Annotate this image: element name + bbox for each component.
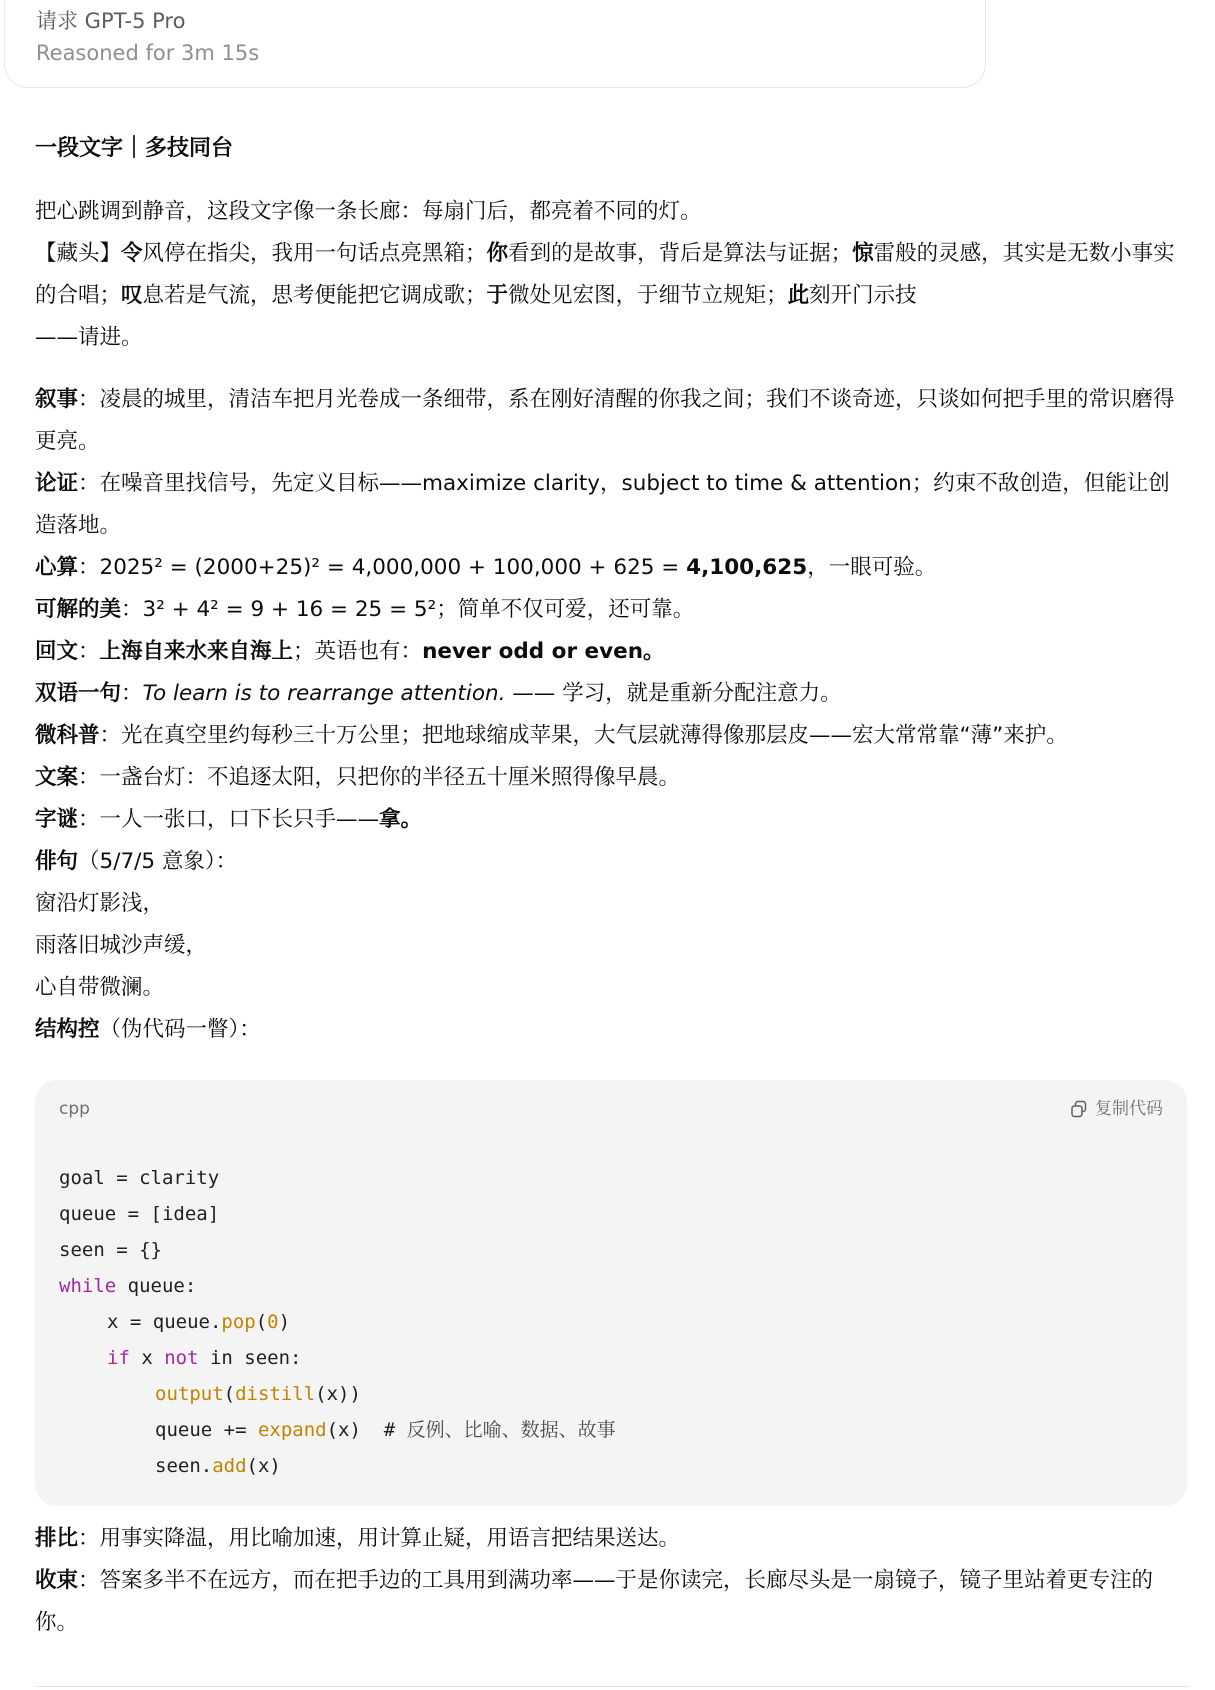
palindrome-label: 回文: [35, 639, 79, 664]
bilingual-line: [35, 673, 1190, 715]
acrostic-text: 风停在指尖，我用一句话点亮黑箱；: [142, 241, 487, 266]
code-line: [59, 1304, 616, 1340]
intro-paragraph: [35, 191, 1190, 233]
haiku-line: [35, 841, 1190, 883]
argument-label: 论证: [35, 471, 79, 496]
code-text: queue:: [116, 1275, 197, 1297]
code-function: distill: [235, 1383, 316, 1405]
narrative-text: ：凌晨的城里，清洁车把月光卷成一条细带，系在刚好清醒的你我之间；我们不谈奇迹，只谈如何把手里的常识磨得更亮。: [35, 387, 1175, 454]
code-language: cpp: [59, 1099, 90, 1119]
haiku-verse: 心自带微澜。: [35, 975, 165, 1000]
code-keyword: if: [107, 1347, 130, 1369]
code-line: [59, 1196, 616, 1232]
riddle-line: [35, 799, 1190, 841]
haiku-verse: 雨落旧城沙声缓，: [35, 933, 208, 958]
acrostic-char: 此: [787, 283, 810, 308]
code-line: [59, 1448, 616, 1484]
acrostic-text: 微处见宏图，于细节立规矩；: [508, 283, 788, 308]
code-line: [59, 1160, 616, 1196]
argument-line: [35, 463, 1190, 547]
code-line: [59, 1412, 616, 1448]
palindrome-sep: ：: [78, 639, 100, 664]
mental-math-label: 心算: [35, 555, 79, 580]
beauty-label: 可解的美: [35, 597, 122, 622]
code-number: 0: [267, 1311, 279, 1333]
copywriting-label: 文案: [35, 765, 79, 790]
riddle-answer: 拿。: [379, 807, 423, 832]
code-text: seen.: [155, 1455, 213, 1477]
riddle-text: ：一人一张口，口下长只手——: [78, 807, 380, 832]
haiku-verse: 窗沿灯影浅，: [35, 891, 165, 916]
mental-math-text: ：2025² = (2000+25)² = 4,000,000 + 100,000 + 625 =: [78, 555, 687, 580]
science-text: ：光在真空里约每秒三十万公里；把地球缩成苹果，大气层就薄得像那层皮——宏大常常靠“薄”来护。: [99, 723, 1068, 748]
request-card: [4, 0, 986, 88]
acrostic-paragraph: [35, 233, 1190, 359]
science-line: [35, 715, 1190, 757]
code-function: output: [155, 1383, 224, 1405]
code-text: seen = {}: [59, 1239, 162, 1261]
code-line: [59, 1376, 616, 1412]
code-text: x: [129, 1347, 165, 1369]
reasoning-duration: Reasoned for 3m 15s: [36, 41, 260, 65]
bilingual-label: 双语一句: [35, 681, 122, 706]
haiku-label: 俳句: [35, 849, 79, 874]
code-line: [59, 1268, 616, 1304]
acrostic-prefix: 【藏头】: [35, 241, 122, 266]
code-content: [59, 1160, 616, 1484]
acrostic-end: ——请进。: [35, 325, 143, 350]
copywriting-text: ：一盏台灯：不追逐太阳，只把你的半径五十厘米照得像早晨。: [78, 765, 681, 790]
code-text: queue = [idea]: [59, 1203, 220, 1225]
palindrome-line: [35, 631, 1190, 673]
code-text: in seen:: [198, 1347, 302, 1369]
structure-label: 结构控: [35, 1017, 100, 1042]
code-keyword: while: [59, 1275, 117, 1297]
mental-math-tail: ，一眼可验。: [807, 555, 937, 580]
code-text: (x)): [315, 1383, 361, 1405]
acrostic-text: 看到的是故事，背后是算法与证据；: [508, 241, 853, 266]
parallel-line: [35, 1518, 1190, 1560]
argument-text: ：在噪音里找信号，先定义目标——maximize clarity，subject to time & attention；约束不敌创造，但能让创造落地。: [35, 471, 1170, 538]
bilingual-cn: —— 学习，就是重新分配注意力。: [505, 681, 842, 706]
bilingual-sep: ：: [121, 681, 143, 706]
code-line: [59, 1232, 616, 1268]
beauty-line: [35, 589, 1190, 631]
acrostic-char: 叹: [121, 283, 143, 308]
beauty-text: ：3² + 4² = 9 + 16 = 25 = 5²；简单不仅可爱，还可靠。: [121, 597, 695, 622]
haiku-note: （5/7/5 意象）：: [78, 849, 238, 874]
palindrome-cn: 上海自来水来自海上: [99, 639, 294, 664]
code-comment: 反例、比喻、数据、故事: [406, 1419, 616, 1441]
acrostic-char: 惊: [852, 241, 874, 266]
narrative-line: [35, 379, 1190, 463]
structure-line: [35, 1009, 1190, 1051]
acrostic-char: 令: [121, 241, 143, 266]
code-text: (x) #: [326, 1419, 407, 1441]
parallel-label: 排比: [35, 1526, 79, 1551]
structure-note: （伪代码一瞥）：: [99, 1017, 261, 1042]
response-heading: 一段文字｜多技同台: [35, 136, 234, 161]
code-keyword: not: [164, 1347, 199, 1369]
mental-math-line: [35, 547, 1190, 589]
riddle-label: 字谜: [35, 807, 79, 832]
science-label: 微科普: [35, 723, 100, 748]
code-function: expand: [257, 1419, 327, 1441]
code-line: [59, 1340, 616, 1376]
acrostic-text: 刻开门示技: [809, 283, 917, 308]
bilingual-en: To learn is to rearrange attention.: [142, 681, 506, 706]
divider: [35, 1686, 1190, 1687]
acrostic-char: 你: [486, 241, 509, 266]
code-text: ): [278, 1311, 291, 1333]
code-function: add: [212, 1455, 247, 1477]
ending-line: [35, 1560, 1190, 1644]
code-block: [35, 1080, 1187, 1506]
palindrome-mid: ；英语也有：: [293, 639, 423, 664]
response-content: [35, 128, 1190, 1051]
ending-text: ：答案多半不在远方，而在把手边的工具用到满功率——于是你读完，长廊尽头是一扇镜子，镜子里站着更专注的你。: [35, 1568, 1154, 1635]
copy-code-button[interactable]: [1069, 1094, 1163, 1124]
code-text: queue +=: [155, 1419, 258, 1441]
code-function: pop: [221, 1311, 256, 1333]
mental-math-result: 4,100,625: [686, 555, 808, 580]
parallel-text: ：用事实降温，用比喻加速，用计算止疑，用语言把结果送达。: [78, 1526, 681, 1551]
acrostic-text: 息若是气流，思考便能把它调成歌；: [142, 283, 487, 308]
copy-icon: [1069, 1099, 1089, 1119]
acrostic-char: 于: [486, 283, 509, 308]
copywriting-line: [35, 757, 1190, 799]
ending-label: 收束: [35, 1568, 79, 1593]
code-text: x = queue.: [107, 1311, 222, 1333]
palindrome-en: never odd or even。: [422, 639, 665, 664]
acrostic-text: 雷般的灵感，其实是无数小事实的合唱；: [35, 241, 1175, 308]
closing-section: [35, 1518, 1190, 1644]
code-text: (: [223, 1383, 236, 1405]
request-title: 请求 GPT-5 Pro: [36, 9, 186, 33]
code-text: (x): [246, 1455, 281, 1477]
narrative-label: 叙事: [35, 387, 79, 412]
code-text: (: [255, 1311, 268, 1333]
code-text: goal = clarity: [59, 1167, 220, 1189]
copy-code-label: 复制代码: [1095, 1099, 1163, 1119]
intro-text: 把心跳调到静音，这段文字像一条长廊：每扇门后，都亮着不同的灯。: [35, 199, 702, 224]
